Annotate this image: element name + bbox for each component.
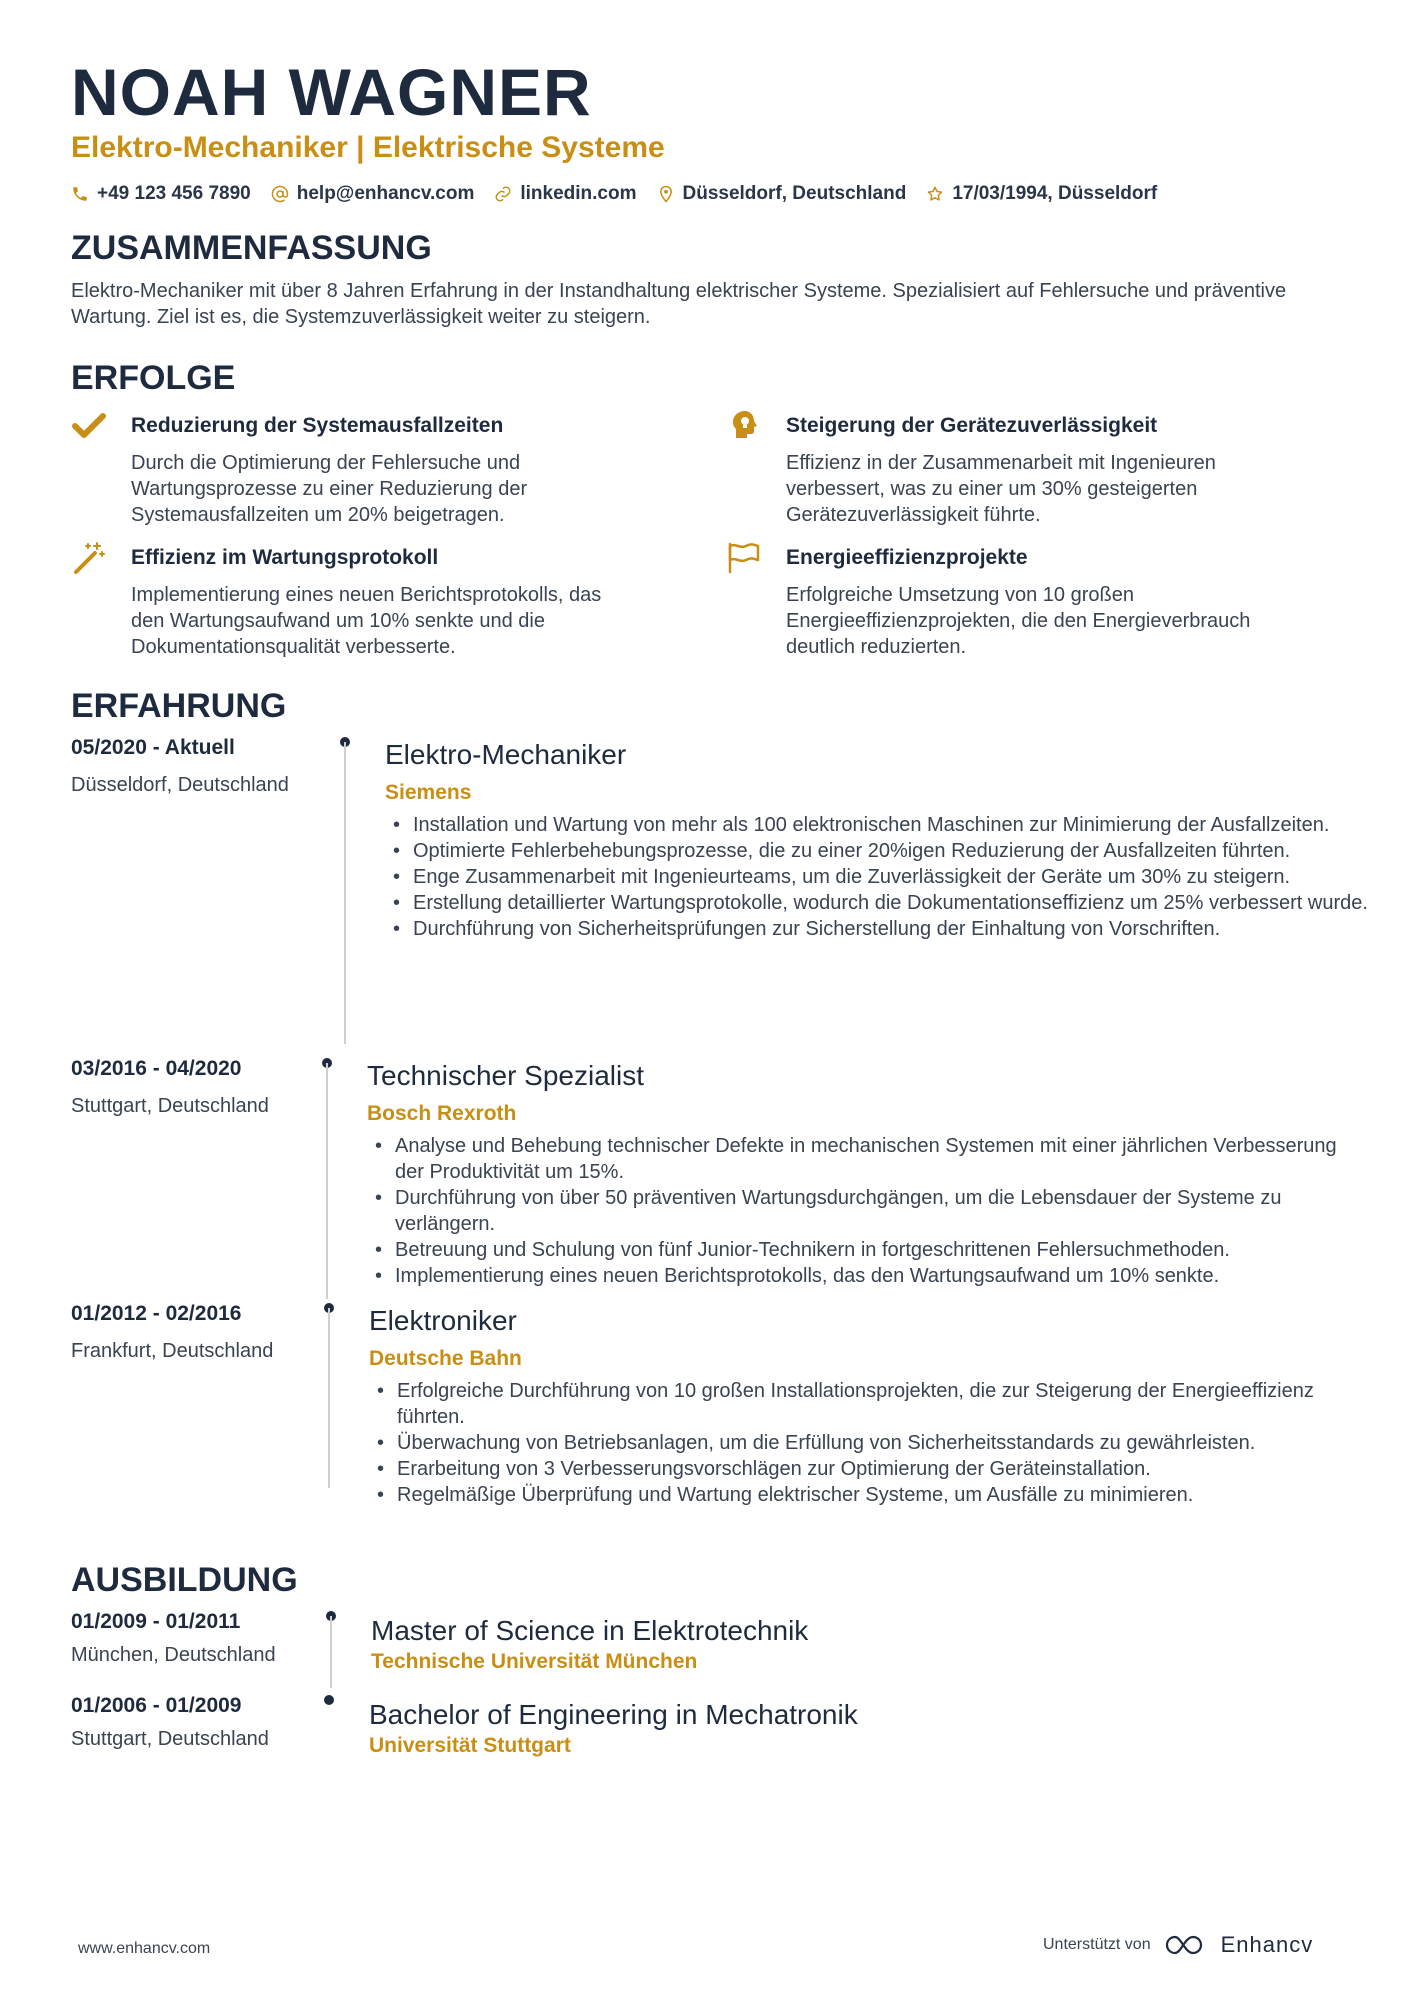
education-location: Stuttgart, Deutschland — [71, 1728, 269, 1750]
experience-bullet: • Regelmäßige Überprüfung und Wartung elektrischer Systeme, um Ausfälle zu minimieren. — [369, 1482, 1369, 1508]
experience-bullet: • Betreuung und Schulung von fünf Junior-Technikern in fortgeschrittenen Fehlersuchmethoden. — [367, 1237, 1367, 1263]
achievement-text: Erfolgreiche Umsetzung von 10 großen Energieeffizienzprojekten, die den Energieverbrauch deutlich reduzierten. — [786, 584, 1251, 658]
experience-bullet: • Analyse und Behebung technischer Defekte in mechanischen Systemen mit einer jährlichen Verbesserung der Produktivität um 15%. — [367, 1133, 1367, 1185]
experience-role: Elektroniker — [369, 1305, 517, 1336]
phone-icon — [71, 185, 89, 203]
education-degree: Master of Science in Elektrotechnik — [371, 1615, 809, 1646]
location-text: Düsseldorf, Deutschland — [682, 183, 907, 204]
education-school: Universität Stuttgart — [369, 1734, 571, 1757]
contact-phone — [71, 181, 251, 207]
achievement-title: Effizienz im Wartungsprotokoll — [131, 546, 439, 569]
experience-bullets — [367, 1133, 1367, 1289]
experience-location: Stuttgart, Deutschland — [71, 1095, 269, 1117]
linkedin-text[interactable]: linkedin.com — [520, 183, 637, 204]
star-icon — [926, 185, 944, 203]
candidate-name: NOAH WAGNER — [71, 55, 592, 129]
contact-birth — [926, 181, 1157, 207]
experience-bullet: • Erstellung detaillierter Wartungsprotokolle, wodurch die Dokumentationseffizienz um 25% verbessert wurde. — [385, 890, 1385, 916]
magic-wand-icon — [71, 540, 107, 576]
achievement-title: Energieeffizienzprojekte — [786, 546, 1028, 569]
phone-text: +49 123 456 7890 — [97, 183, 251, 204]
achievement-text: Durch die Optimierung der Fehlersuche und Wartungsprozesse zu einer Reduzierung der Systemausfallzeiten um 20% beigetragen. — [131, 452, 528, 526]
head-lightbulb-icon — [726, 408, 762, 444]
education-title: AUSBILDUNG — [71, 1561, 298, 1599]
experience-item — [71, 1300, 1351, 1540]
experience-title: ERFAHRUNG — [71, 687, 287, 725]
education-date: 01/2006 - 01/2009 — [71, 1694, 242, 1717]
experience-bullet: • Optimierte Fehlerbehebungsprozesse, die zu einer 20%igen Reduzierung der Ausfallzeiten führten. — [385, 838, 1385, 864]
summary-title: ZUSAMMENFASSUNG — [71, 229, 432, 267]
achievement-title: Steigerung der Gerätezuverlässigkeit — [786, 414, 1158, 437]
contact-linkedin[interactable] — [494, 181, 636, 207]
email-text[interactable]: help@enhancv.com — [296, 183, 475, 204]
contact-bar — [71, 181, 1157, 207]
powered-by-text: Unterstützt von — [1043, 1936, 1151, 1953]
experience-bullets — [385, 812, 1385, 942]
experience-date: 05/2020 - Aktuell — [71, 736, 235, 759]
experience-company: Bosch Rexroth — [367, 1102, 517, 1125]
education-location: München, Deutschland — [71, 1644, 276, 1666]
education-date: 01/2009 - 01/2011 — [71, 1610, 241, 1633]
education-item — [71, 1608, 1351, 1688]
timeline-line — [326, 1063, 328, 1299]
achievement-text: Implementierung eines neuen Berichtsprotokolls, das den Wartungsaufwand um 10% senkte und die Dokumentationsqualität verbesserte. — [131, 584, 602, 658]
experience-item — [71, 734, 1368, 1046]
check-icon — [71, 408, 107, 444]
experience-company: Siemens — [385, 781, 472, 804]
enhancv-logo-icon — [1163, 1933, 1209, 1957]
summary-text: Elektro-Mechaniker mit über 8 Jahren Erfahrung in der Instandhaltung elektrischer Systeme. Spezialisiert auf Fehlersuche und präventive Wartung. Ziel ist es, die Systemzuverlässigkeit weiter zu steigern. — [71, 280, 1287, 328]
experience-date: 03/2016 - 04/2020 — [71, 1057, 242, 1080]
experience-bullet: • Überwachung von Betriebsanlagen, um die Erfüllung von Sicherheitsstandards zu gewährleisten. — [369, 1430, 1369, 1456]
experience-company: Deutsche Bahn — [369, 1347, 522, 1370]
at-sign-icon — [271, 185, 289, 203]
achievement-text: Effizienz in der Zusammenarbeit mit Ingenieuren verbessert, was zu einer um 30% gesteigerten Gerätezuverlässigkeit führte. — [786, 452, 1216, 526]
experience-bullet: • Durchführung von Sicherheitsprüfungen zur Sicherstellung der Einhaltung von Vorschriften. — [385, 916, 1385, 942]
birth-text: 17/03/1994, Düsseldorf — [952, 183, 1158, 204]
experience-bullet: • Durchführung von über 50 präventiven Wartungsdurchgängen, um die Lebensdauer der Systeme zu verlängern. — [367, 1185, 1367, 1237]
experience-item — [71, 1055, 1351, 1295]
flag-icon — [726, 540, 762, 576]
experience-role: Technischer Spezialist — [367, 1060, 645, 1091]
contact-email[interactable] — [271, 181, 475, 207]
link-icon — [494, 185, 512, 203]
footer-powered-by — [1043, 1932, 1313, 1958]
education-degree: Bachelor of Engineering in Mechatronik — [369, 1699, 858, 1730]
location-pin-icon — [657, 185, 675, 203]
achievement-title: Reduzierung der Systemausfallzeiten — [131, 414, 504, 437]
experience-location: Düsseldorf, Deutschland — [71, 774, 289, 796]
timeline-line — [344, 742, 346, 1044]
experience-bullet: • Installation und Wartung von mehr als 100 elektronischen Maschinen zur Minimierung der Ausfallzeiten. — [385, 812, 1385, 838]
timeline-dot — [324, 1695, 334, 1705]
education-school: Technische Universität München — [371, 1650, 698, 1673]
candidate-headline: Elektro-Mechaniker | Elektrische Systeme — [71, 131, 665, 164]
experience-bullet: • Implementierung eines neuen Berichtsprotokolls, das den Wartungsaufwand um 10% senkte. — [367, 1263, 1367, 1289]
experience-bullets — [369, 1378, 1369, 1508]
timeline-line — [328, 1308, 330, 1488]
contact-location — [657, 181, 907, 207]
footer-brand: Enhancv — [1220, 1932, 1314, 1957]
experience-bullet: • Erarbeitung von 3 Verbesserungsvorschlägen zur Optimierung der Geräteinstallation. — [369, 1456, 1369, 1482]
footer-website[interactable]: www.enhancv.com — [78, 1940, 211, 1957]
timeline-line — [330, 1616, 332, 1688]
experience-bullet: • Enge Zusammenarbeit mit Ingenieurteams, um die Zuverlässigkeit der Geräte um 30% zu steigern. — [385, 864, 1385, 890]
education-item — [71, 1692, 1351, 1772]
experience-role: Elektro-Mechaniker — [385, 739, 627, 770]
experience-bullet: • Erfolgreiche Durchführung von 10 großen Installationsprojekten, die zur Steigerung der Energieeffizienz führten. — [369, 1378, 1369, 1430]
experience-location: Frankfurt, Deutschland — [71, 1340, 274, 1362]
achievements-title: ERFOLGE — [71, 359, 236, 397]
experience-date: 01/2012 - 02/2016 — [71, 1302, 242, 1325]
